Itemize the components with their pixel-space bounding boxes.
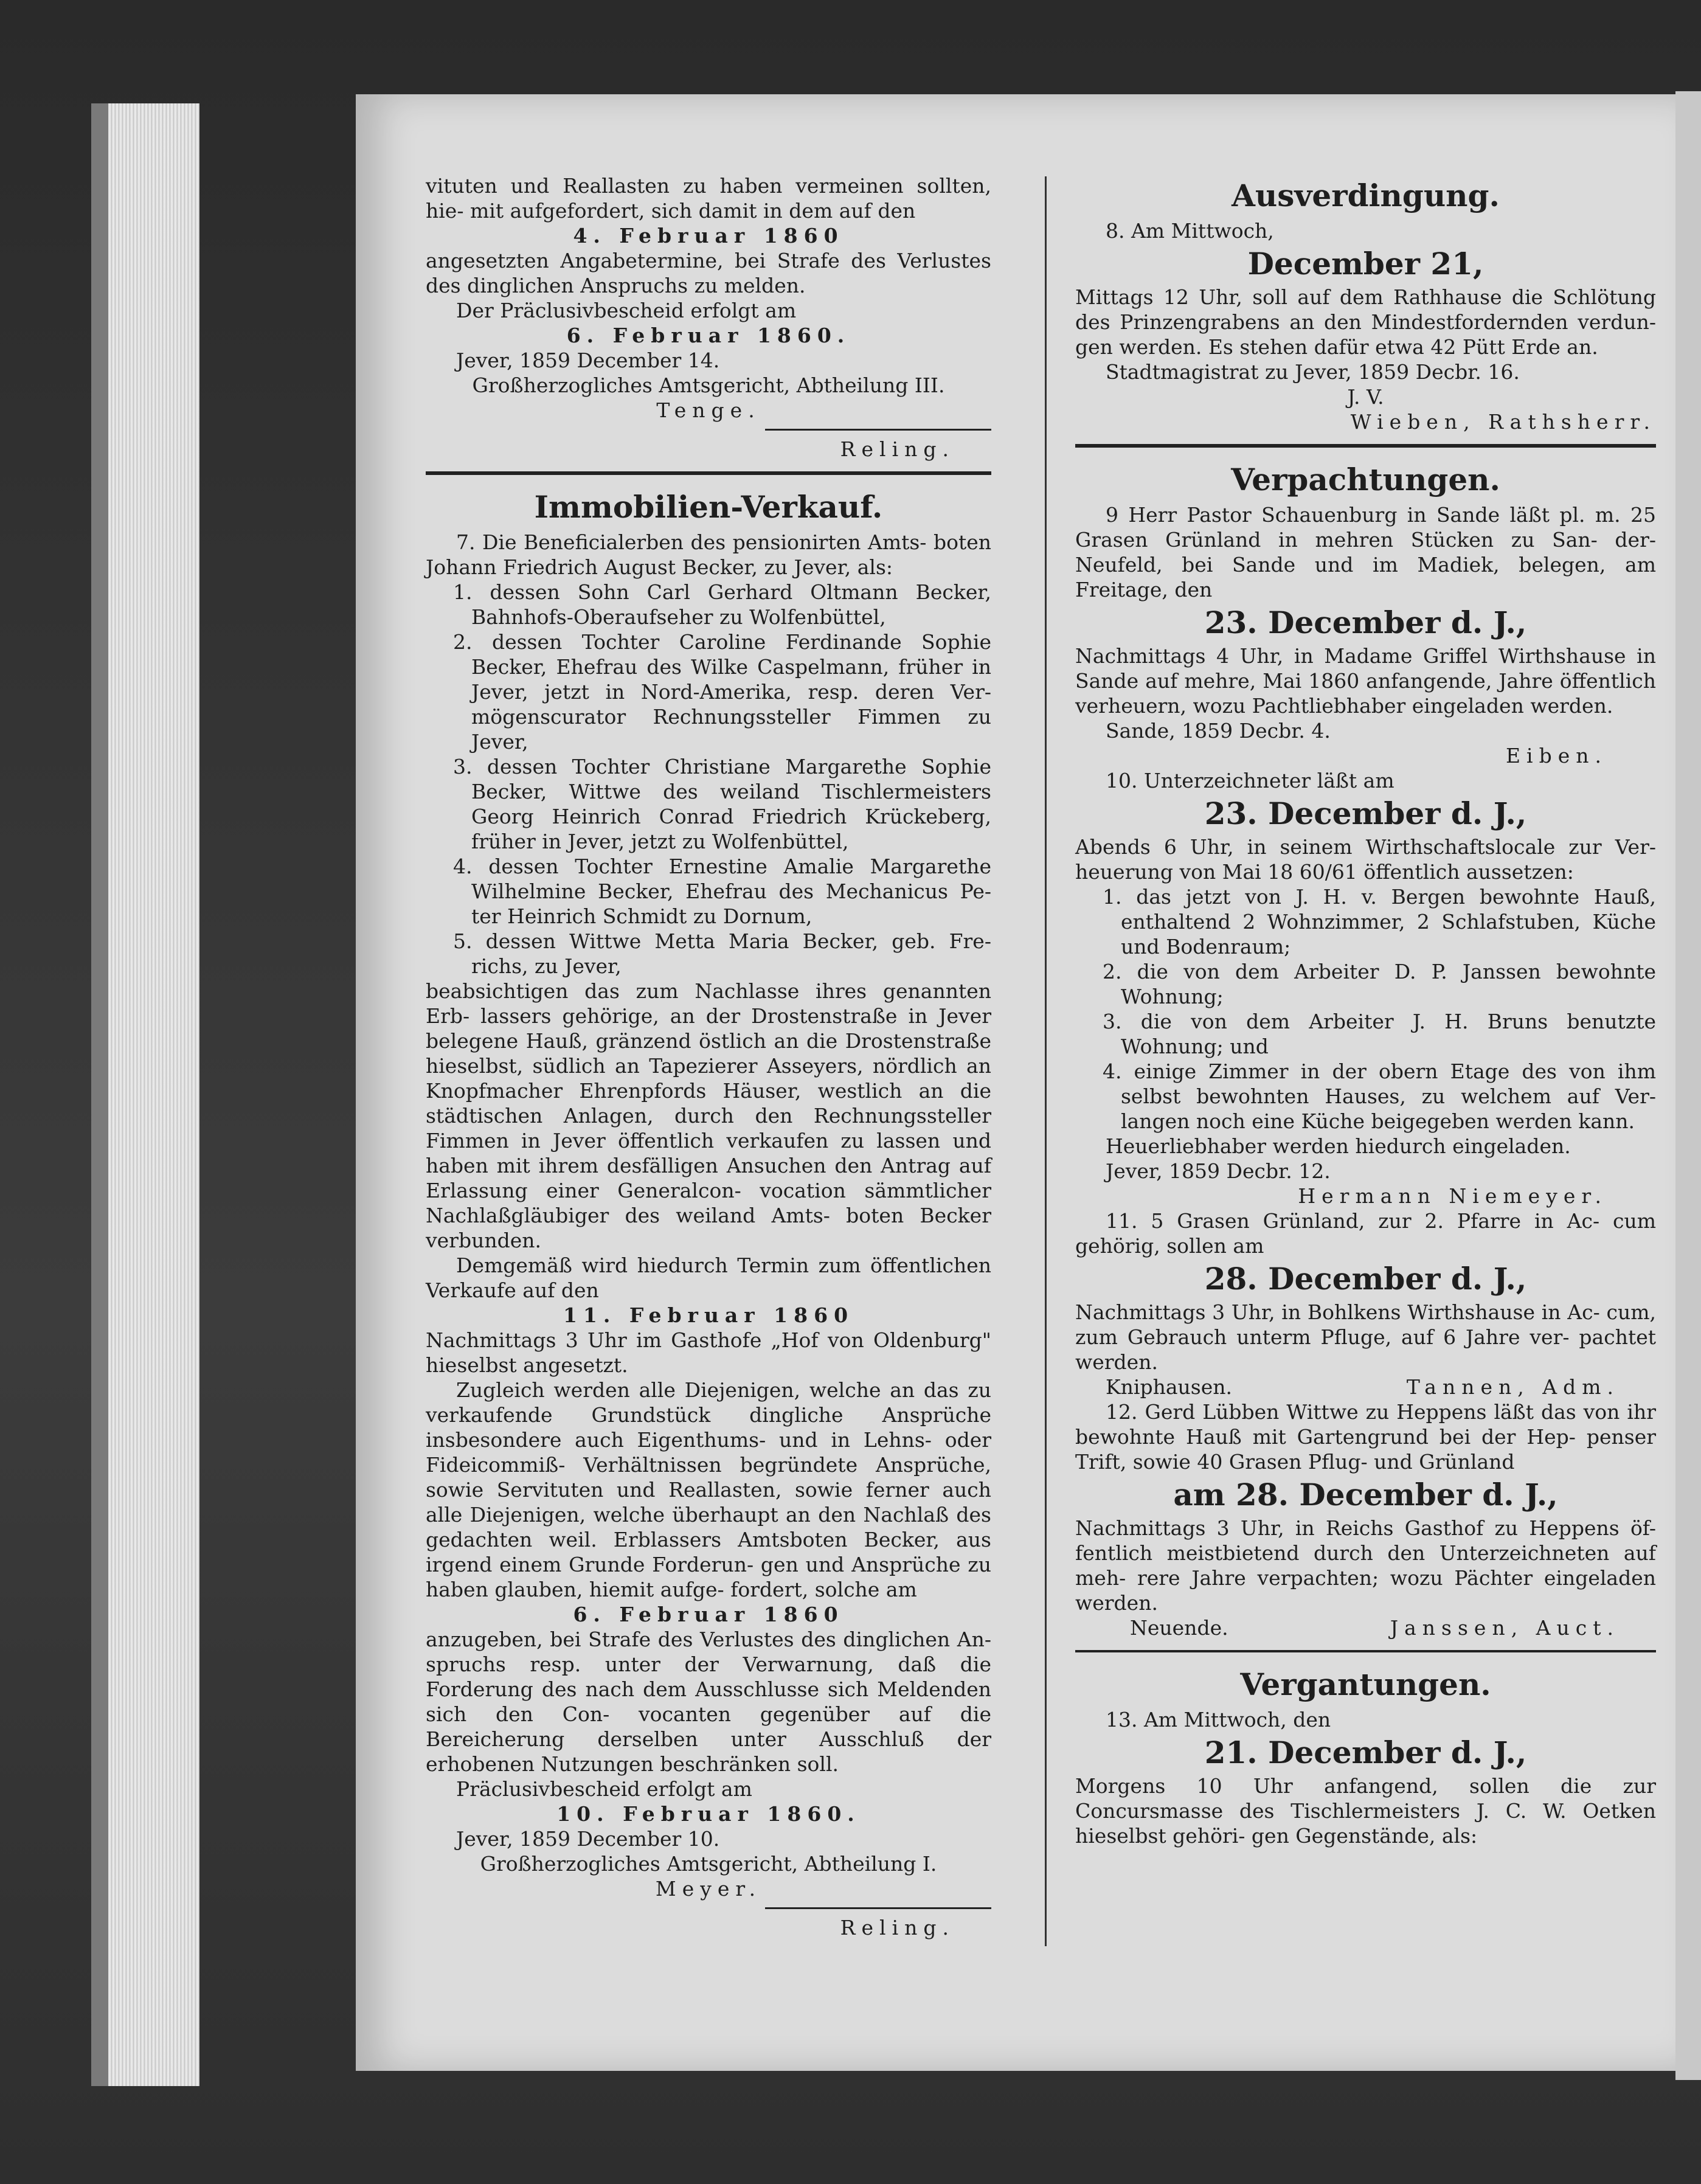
notice-7-body-4: Zugleich werden alle Diejenigen, welche an das zu verkaufende Grundstück dingliche Ansprüche insbesondere auch Eigenthums- und in Lehns- oder Fideicommiß- Verhältnissen begründete Ansprüche, sowie Servituten und Reallasten, sowie ferner auch alle Diejenigen, welche überhaupt an den Nachlaß des gedachten weil. Erblassers Amtsboten Becker, aus irgend einem Grunde Forderun- gen und Ansprüche zu haben glauben, hiemit aufge- fordert, solche am <box>426 1378 991 1601</box>
notice-12-intro: 12. Gerd Lübben Wittwe zu Heppens läßt das von ihr bewohnte Hauß mit Gartengrund bei der Hep- penser Trift, sowie 40 Grasen Pflug- und Grünland <box>1075 1400 1656 1474</box>
facing-page-edge <box>1675 91 1701 2080</box>
date-heading: 28. December d. J., <box>1204 1261 1527 1297</box>
place: Kniphausen. <box>1106 1375 1232 1399</box>
notice-12-body: Nachmittags 3 Uhr, in Reichs Gasthof zu Heppens öf- fentlich meistbietend durch den Unterzeichneten auf meh- rere Jahre verpachten; wozu Pächter eingeladen werden. <box>1075 1516 1656 1615</box>
place-date: Jever, 1859 December 14. <box>456 348 720 372</box>
place-date: Stadtmagistrat zu Jever, 1859 Decbr. 16. <box>1106 360 1520 384</box>
intro-text-2: angesetzten Angabetermine, bei Strafe des Verlustes des dinglichen Anspruchs zu melden. <box>426 249 991 297</box>
list-item: 4. dessen Tochter Ernestine Amalie Margarethe Wilhelmine Becker, Ehefrau des Mechanicus Pe- ter Heinrich Schmidt zu Dornum, <box>453 855 991 928</box>
date-heading: 21. December d. J., <box>1204 1735 1527 1770</box>
list-item: 2. dessen Tochter Caroline Ferdinande Sophie Becker, Ehefrau des Wilke Caspelmann, früher in Jever, jetzt in Nord-Amerika, resp. deren Ver- mögenscurator Rechnungssteller Fimmen zu Jever, <box>453 630 991 754</box>
place: Neuende. <box>1130 1616 1228 1640</box>
notice-8-intro: 8. Am Mittwoch, <box>1106 219 1274 243</box>
signature-row <box>1075 1615 1656 1640</box>
intro-text: vituten und Reallasten zu haben vermeinen sollten, hie- mit aufgefordert, sich damit in dem auf den <box>426 174 991 223</box>
notice-7-body-5: anzugeben, bei Strafe des Verlustes des dinglichen An- spruchs resp. unter der Verwarnung, daß die Forderung des nach dem Ausschlusse sich Meldenden sich den Con- vocanten gegenüber auf die Bereicherung derselben unter Ausschluß der erhobenen Nutzungen beschränken soll. <box>426 1628 991 1776</box>
list-item: 2. die von dem Arbeiter D. P. Janssen bewohnte Wohnung; <box>1103 960 1656 1008</box>
notice-7-intro: 7. Die Beneficialerben des pensionirten Amts- boten Johann Friedrich August Becker, zu Jever, als: <box>426 530 991 579</box>
signature: Reling. <box>840 1916 955 1940</box>
notice-7-body: beabsichtigen das zum Nachlasse ihres genannten Erb- lassers gehörige, an der Drostenstraße in Jever belegene Hauß, gränzend östlich an die Drostenstraße hieselbst, südlich an Tapezierer Asseyers, nördlich an Knopfmacher Ehrenpfords Häuser, westlich an die städtischen Anlagen, durch den Rechnungssteller Fimmen in Jever öffentlich verkaufen zu lassen und haben mit ihrem desfälligen Ansuchen den Antrag auf Erlassung einer Generalcon- vocation sämmtlicher Nachlaßgläubiger des weiland Amts- boten Becker verbunden. <box>426 979 991 1252</box>
notice-10-invite: Heuerliebhaber werden hiedurch eingeladen. <box>1106 1134 1571 1158</box>
section-rule <box>426 471 991 475</box>
section-rule <box>1075 1650 1656 1652</box>
notice-10-intro: 10. Unterzeichneter läßt am <box>1106 769 1394 792</box>
court-name: Großherzogliches Amtsgericht, Abtheilung I. <box>480 1852 937 1876</box>
date-line: 6. Februar 1860. <box>566 324 851 347</box>
notice-10-body: Abends 6 Uhr, in seinem Wirthschaftslocale zur Ver- heuerung von Mai 18 60/61 öffentlich aussetzen: <box>1075 835 1656 884</box>
notice-9-body: Nachmittags 4 Uhr, in Madame Griffel Wirthshause in Sande auf mehre, Mai 1860 anfangende, Jahre öffentlich verheuern, wozu Pachtliebhaber eingeladen werden. <box>1075 644 1656 718</box>
notice-7-body-3: Nachmittags 3 Uhr im Gasthofe „Hof von Oldenburg" hieselbst angesetzt. <box>426 1328 991 1377</box>
signature: Tannen, Adm. <box>1406 1375 1620 1399</box>
signature: Eiben. <box>1505 744 1607 768</box>
notice-11-intro: 11. 5 Grasen Grünland, zur 2. Pfarre in Ac- cum gehörig, sollen am <box>1075 1209 1656 1258</box>
section-heading: Verpachtungen. <box>1231 462 1500 497</box>
date-heading: 23. December d. J., <box>1204 796 1527 831</box>
place-date: Sande, 1859 Decbr. 4. <box>1106 719 1331 743</box>
section-rule <box>1075 444 1656 448</box>
signature: Wieben, Rathsherr. <box>1350 410 1656 434</box>
date-heading: December 21, <box>1247 246 1484 282</box>
book-spine <box>91 103 199 2086</box>
notice-9-intro: 9 Herr Pastor Schauenburg in Sande läßt pl. m. 25 Grasen Grünland in mehren Stücken zu San- der-Neufeld, bei Sande und im Madiek, belegen, am Freitage, den <box>1075 503 1656 601</box>
signature-rule <box>765 429 991 431</box>
notice-8-body: Mittags 12 Uhr, soll auf dem Rathhause die Schlötung des Prinzengrabens an den Mindestfordernden verdun- gen werden. Es stehen dafür etwa 42 Pütt Erde an. <box>1075 285 1656 359</box>
court-name: Großherzogliches Amtsgericht, Abtheilung III. <box>472 373 945 397</box>
place-date: Jever, 1859 Decbr. 12. <box>1106 1159 1331 1183</box>
section-heading: Vergantungen. <box>1240 1666 1491 1702</box>
signature-row <box>1075 1375 1656 1399</box>
date-heading: 23. December d. J., <box>1204 605 1527 640</box>
date-heading: am 28. December d. J., <box>1173 1477 1558 1513</box>
right-column <box>1075 173 1656 1848</box>
signature: Tenge. <box>656 398 761 422</box>
column-divider <box>1045 176 1047 1946</box>
list-item: 1. dessen Sohn Carl Gerhard Oltmann Becker, Bahnhofs-Oberaufseher zu Wolfenbüttel, <box>453 580 991 629</box>
notice-7-body-2: Demgemäß wird hiedurch Termin zum öffentlichen Verkaufe auf den <box>426 1253 991 1302</box>
list-item: 4. einige Zimmer in der obern Etage des von ihm selbst bewohnten Hauses, zu welchem auf Ver- langen noch eine Küche beigegeben werden kann. <box>1103 1059 1656 1133</box>
signature: Meyer. <box>655 1877 762 1901</box>
notice-13-intro: 13. Am Mittwoch, den <box>1106 1708 1331 1732</box>
list-item: 3. dessen Tochter Christiane Margarethe Sophie Becker, Wittwe des weiland Tischlermeisters Georg Heinrich Conrad Friedrich Krückeberg, früher in Jever, jetzt zu Wolfenbüttel, <box>453 755 991 853</box>
place-date: Jever, 1859 December 10. <box>456 1827 720 1851</box>
notice-11-body: Nachmittags 3 Uhr, in Bohlkens Wirthshause in Ac- cum, zum Gebrauch unterm Pfluge, auf 6 Jahre ver- pachtet werden. <box>1075 1300 1656 1374</box>
notice-13-body: Morgens 10 Uhr anfangend, sollen die zur Concursmasse des Tischlermeisters J. C. W. Oetken hieselbst gehöri- gen Gegenstände, als: <box>1075 1774 1656 1848</box>
signature: Hermann Niemeyer. <box>1298 1184 1607 1208</box>
signature: Janssen, Auct. <box>1390 1616 1620 1640</box>
praeclusiv-line: Der Präclusivbescheid erfolgt am <box>456 299 797 322</box>
left-column <box>426 173 991 1940</box>
signature-rule <box>765 1907 991 1909</box>
date-line: 10. Februar 1860. <box>556 1802 861 1826</box>
date-line: 6. Februar 1860 <box>573 1603 844 1626</box>
list-item: 3. die von dem Arbeiter J. H. Bruns benutzte Wohnung; und <box>1103 1010 1656 1058</box>
date-line: 11. Februar 1860 <box>563 1303 854 1327</box>
jv-mark: J. V. <box>1347 385 1384 409</box>
section-heading: Ausverdingung. <box>1232 178 1500 213</box>
list-item: 1. das jetzt von J. H. v. Bergen bewohnte Hauß, enthaltend 2 Wohnzimmer, 2 Schlafstuben, Küche und Bodenraum; <box>1103 885 1656 959</box>
signature: Reling. <box>840 437 955 461</box>
date-line: 4. Februar 1860 <box>573 224 844 248</box>
section-heading: Immobilien-Verkauf. <box>534 489 883 525</box>
list-item: 5. dessen Wittwe Metta Maria Becker, geb. Fre- richs, zu Jever, <box>453 929 991 978</box>
praeclusiv-line: Präclusivbescheid erfolgt am <box>456 1777 752 1801</box>
